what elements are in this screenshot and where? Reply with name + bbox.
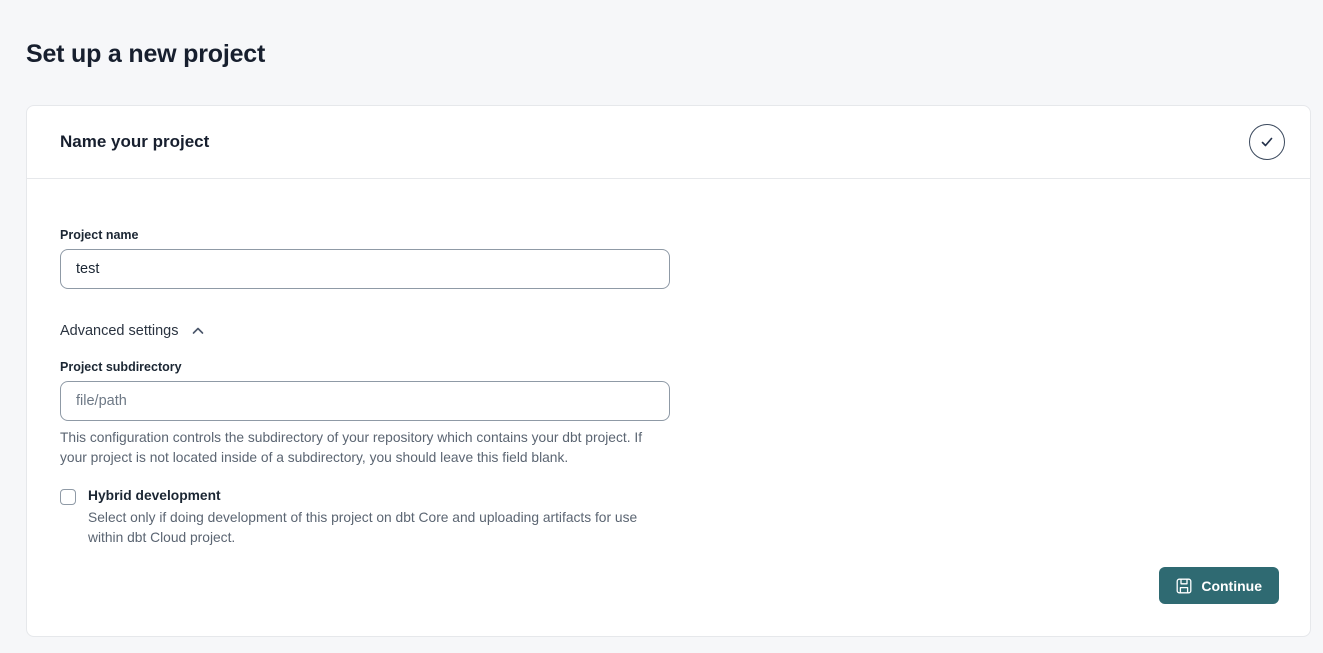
name-your-project-card [26, 105, 1311, 637]
save-icon [1176, 578, 1192, 594]
checkmark-icon [1259, 134, 1275, 150]
check-circle-icon[interactable] [1249, 124, 1285, 160]
advanced-settings-label: Advanced settings [60, 323, 179, 339]
chevron-up-icon [192, 327, 204, 335]
page-title: Set up a new project [26, 40, 266, 68]
card-header [27, 106, 1310, 179]
hybrid-development-description: Select only if doing development of this project on dbt Core and uploading artifacts for use within dbt Cloud project. [88, 510, 638, 545]
continue-button[interactable] [1159, 567, 1279, 604]
project-subdirectory-group [60, 360, 1277, 468]
card-header-title: Name your project [60, 132, 210, 151]
hybrid-development-text [88, 488, 663, 548]
hybrid-development-label[interactable]: Hybrid development [88, 488, 221, 503]
card-body [27, 179, 1310, 637]
project-subdirectory-label: Project subdirectory [60, 360, 182, 374]
project-subdirectory-input[interactable] [60, 381, 670, 421]
project-name-label: Project name [60, 228, 139, 242]
project-name-input[interactable] [60, 249, 670, 289]
hybrid-development-row [60, 488, 1277, 548]
continue-button-label: Continue [1201, 577, 1262, 594]
advanced-settings-toggle[interactable] [60, 323, 204, 339]
project-subdirectory-help-text: This configuration controls the subdirectory of your repository which contains your dbt project. If your project is not located inside of a subdirectory, you should leave this field blank. [60, 430, 643, 465]
hybrid-development-checkbox[interactable] [60, 489, 76, 505]
project-name-group [60, 228, 1277, 289]
